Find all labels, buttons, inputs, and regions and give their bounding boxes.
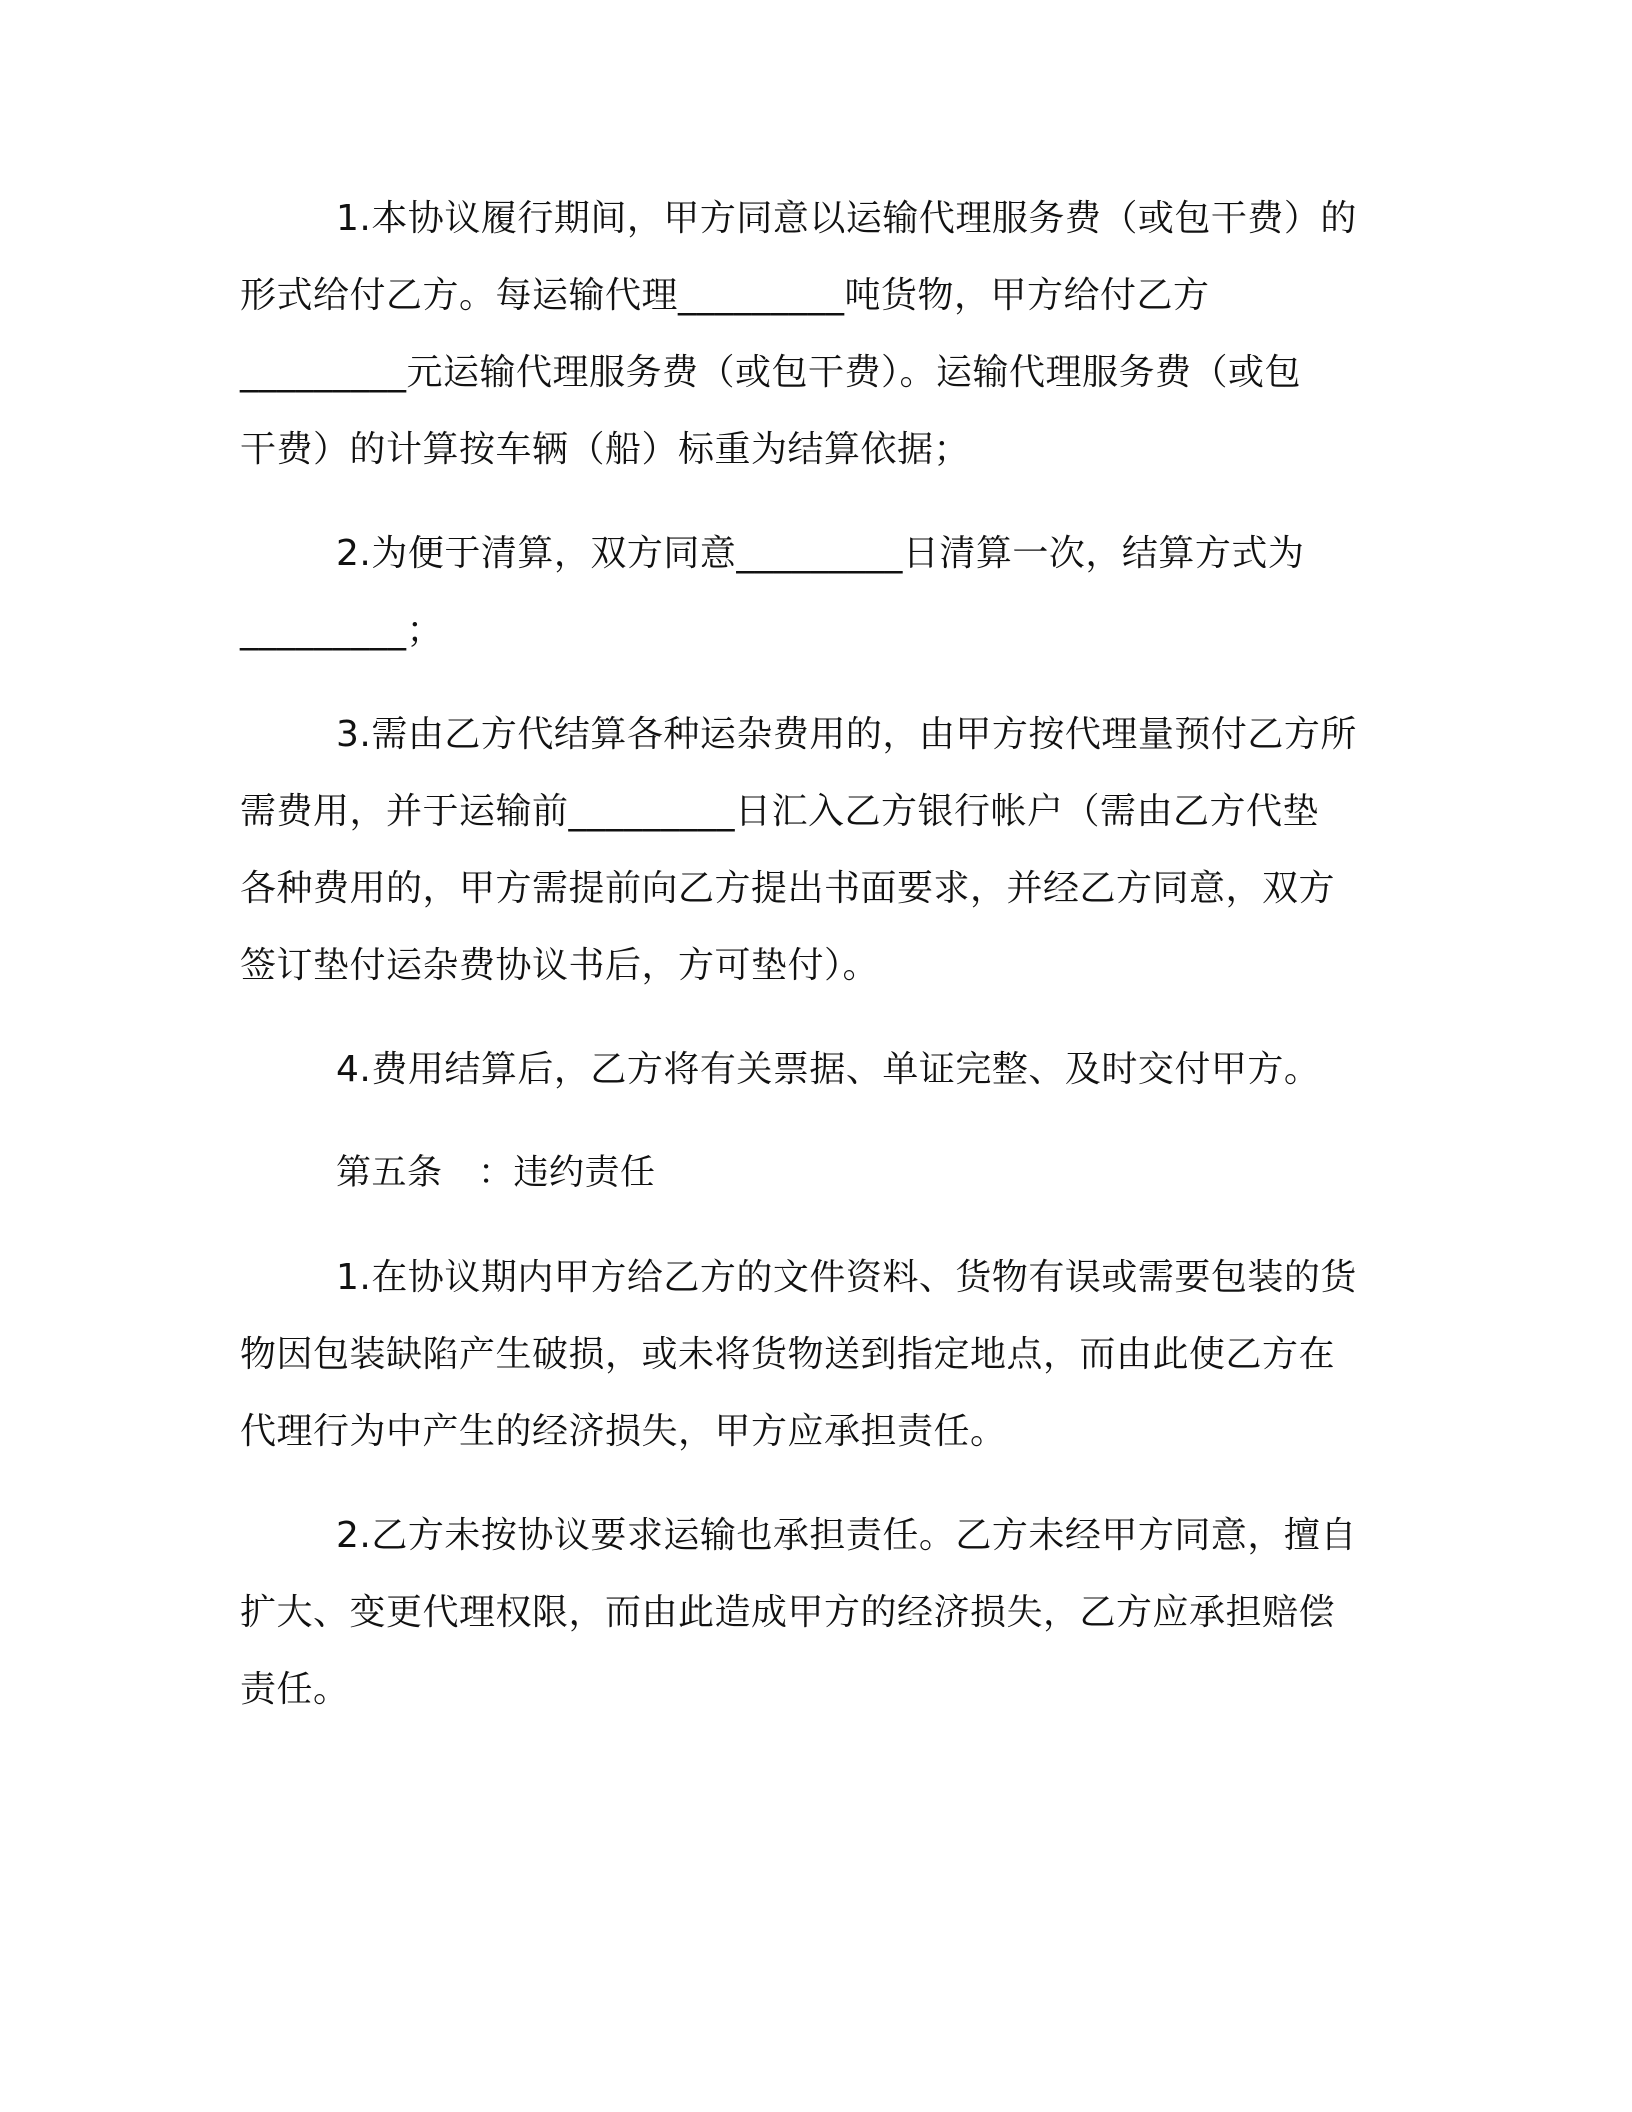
text-line: 4.费用结算后，乙方将有关票据、单证完整、及时交付甲方。 xyxy=(336,1049,1321,1090)
text-line: 代理行为中产生的经济损失，甲方应承担责任。 xyxy=(240,1411,1007,1452)
document-body xyxy=(240,180,1370,1755)
text-line: 2.为便于清算，双方同意_________日清算一次，结算方式为 xyxy=(336,533,1305,574)
text-line: 责任。 xyxy=(240,1669,350,1710)
text-line: 需费用，并于运输前_________日汇入乙方银行帐户（需由乙方代垫 xyxy=(240,791,1320,832)
text-line: 干费）的计算按车辆（船）标重为结算依据； xyxy=(240,429,971,470)
clause-4-item-3 xyxy=(240,696,1370,1004)
clause-4-item-2 xyxy=(240,515,1370,669)
text-line: 1.在协议期内甲方给乙方的文件资料、货物有误或需要包装的货 xyxy=(336,1257,1357,1298)
clause-4-item-4 xyxy=(240,1031,1370,1108)
text-line: _________元运输代理服务费（或包干费）。运输代理服务费（或包 xyxy=(240,352,1302,393)
clause-5-item-2 xyxy=(240,1497,1370,1728)
text-line: 物因包装缺陷产生破损，或未将货物送到指定地点，而由此使乙方在 xyxy=(240,1334,1336,1375)
text-line: 2.乙方未按协议要求运输也承担责任。乙方未经甲方同意，擅自 xyxy=(336,1515,1357,1556)
clause-4-item-1 xyxy=(240,180,1370,488)
text-line: 1.本协议履行期间，甲方同意以运输代理服务费（或包干费）的 xyxy=(336,198,1357,239)
clause-5-item-1 xyxy=(240,1239,1370,1470)
text-line: 扩大、变更代理权限，而由此造成甲方的经济损失，乙方应承担赔偿 xyxy=(240,1592,1336,1633)
text-line: 3.需由乙方代结算各种运杂费用的，由甲方按代理量预付乙方所 xyxy=(336,714,1357,755)
text-line: 形式给付乙方。每运输代理_________吨货物，甲方给付乙方 xyxy=(240,275,1210,316)
text-line: _________； xyxy=(240,610,444,651)
text-line: 各种费用的，甲方需提前向乙方提出书面要求，并经乙方同意，双方 xyxy=(240,868,1336,909)
text-line: 签订垫付运杂费协议书后，方可垫付）。 xyxy=(240,945,880,986)
article-5-heading: 第五条 ：违约责任 xyxy=(336,1153,656,1193)
